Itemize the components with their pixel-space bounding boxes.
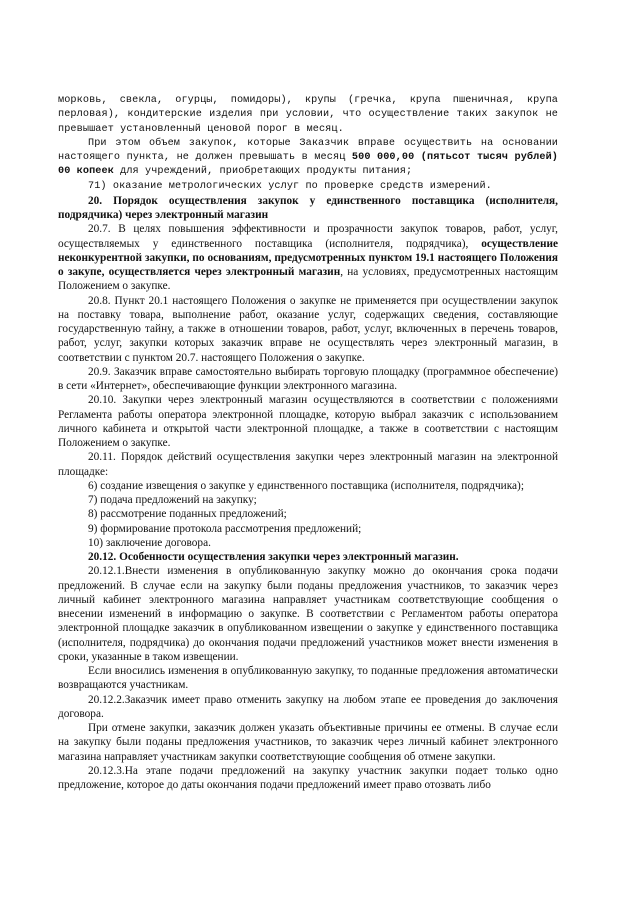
section-20-12-heading: 20.12. Особенности осуществления закупки через электронный магазин.: [88, 551, 459, 563]
list-item-9: 9) формирование протокола рассмотрения предложений;: [88, 522, 362, 535]
paragraph-changes-returned: Если вносились изменения в опубликованную закупку, то поданные предложения автоматически возвращаются участникам.: [58, 665, 558, 692]
list-item-7: 7) подача предложений на закупку;: [88, 494, 257, 506]
list-item-8: 8) рассмотрение поданных предложений;: [88, 508, 287, 521]
item-71-metrology: 71) оказание метрологических услуг по проверке средств измерений.: [88, 180, 492, 192]
paragraph-20-7: 20.7. В целях повышения эффективности и прозрачности закупок товаров, работ, услуг, осуществляемых у единственного поставщика (исполнителя, подрядчика), осуществление неконкурентной закупки, по основаниям, предусмотренных пунктом 19.1 настоящего Положения о закупе, осуществляется через электронный магазин, на условиях, предусмотренных настоящим Положением о закупке.: [58, 223, 558, 293]
section-20-heading: 20. Порядок осуществления закупок у единственного поставщика (исполнителя, подрядчика) через электронный магазин: [58, 194, 558, 221]
list-item-10: 10) заключение договора.: [88, 536, 211, 549]
paragraph-20-12-3: 20.12.3.На этапе подачи предложений на закупку участник закупки подает только одно предложение, которое до даты окончания подачи предложений имеет право отозвать либо: [58, 764, 558, 791]
list-item-6: 6) создание извещения о закупке у единственного поставщика (исполнителя, подрядчика);: [88, 479, 524, 492]
paragraph-monthly-limit: При этом объем закупок, которые Заказчик вправе осуществить на основании настоящего пункта, не должен превышать в месяц 500 000,00 (пятьсот тысяч рублей) 00 копеек для учреждений, приобретающих продукты питания;: [58, 137, 558, 178]
paragraph-20-8: 20.8. Пункт 20.1 настоящего Положения о закупке не применяется при осуществлении закупок на поставку товара, выполнение работ, оказание услуг, содержащих сведения, составляющие государственную тайну, а также в отношении товаров, работ, услуг, включенных в перечень товаров, работ, услуг, закупки которых заказчик вправе не осуществлять через электронный магазин, в соответствии с пунктом 20.7. настоящего Положения о закупке.: [58, 294, 558, 364]
paragraph-20-12-2: 20.12.2.Заказчик имеет право отменить закупку на любом этапе ее проведения до заключения договора.: [58, 693, 558, 720]
paragraph-food-items: морковь, свекла, огурцы, помидоры), крупы (гречка, крупа пшеничная, крупа перловая), кондитерские изделия при условии, что осуществление таких закупок не превышает установленный ценовой порог в месяц.: [58, 95, 558, 135]
paragraph-20-9: 20.9. Заказчик вправе самостоятельно выбирать торговую площадку (программное обеспечение) в сети «Интернет», обеспечивающие функции электронного магазина.: [58, 365, 558, 392]
paragraph-20-10: 20.10. Закупки через электронный магазин осуществляются в соответствии с положениями Регламента работы оператора электронной площадке, которую выбрал заказчик с использованием личного кабинета и открытой части электронной площадке, а также в соответствии с настоящим Положением о закупке.: [58, 394, 558, 449]
paragraph-20-11: 20.11. Порядок действий осуществления закупки через электронный магазин на электронной площадке:: [58, 451, 558, 478]
paragraph-20-12-1: 20.12.1.Внести изменения в опубликованную закупку можно до окончания срока подачи предложений. В случае если на закупку были поданы предложения участников, то заказчик через личный кабинет электронного магазина направляет участникам соответствующие сообщения о внесении изменений в информацию о закупке. В соответствии с Регламентом работы оператора электронной площадке заказчик в опубликованном извещении о закупке у единственного поставщика (исполнителя, подрядчика) до окончания подачи предложений участников может внести изменения в сроки, указанные в таком извещении.: [58, 565, 558, 663]
paragraph-cancel-reasons: При отмене закупки, заказчик должен указать объективные причины ее отмены. В случае если на закупку были поданы предложения участников, то заказчик через личный кабинет электронного магазина направляет участникам закупки соответствующие сообщения об отмене закупки.: [58, 722, 558, 763]
document-page: [58, 94, 558, 792]
limit-amount: 500 000,00 (пятьсот тысяч рублей) 00 копеек: [58, 152, 558, 178]
